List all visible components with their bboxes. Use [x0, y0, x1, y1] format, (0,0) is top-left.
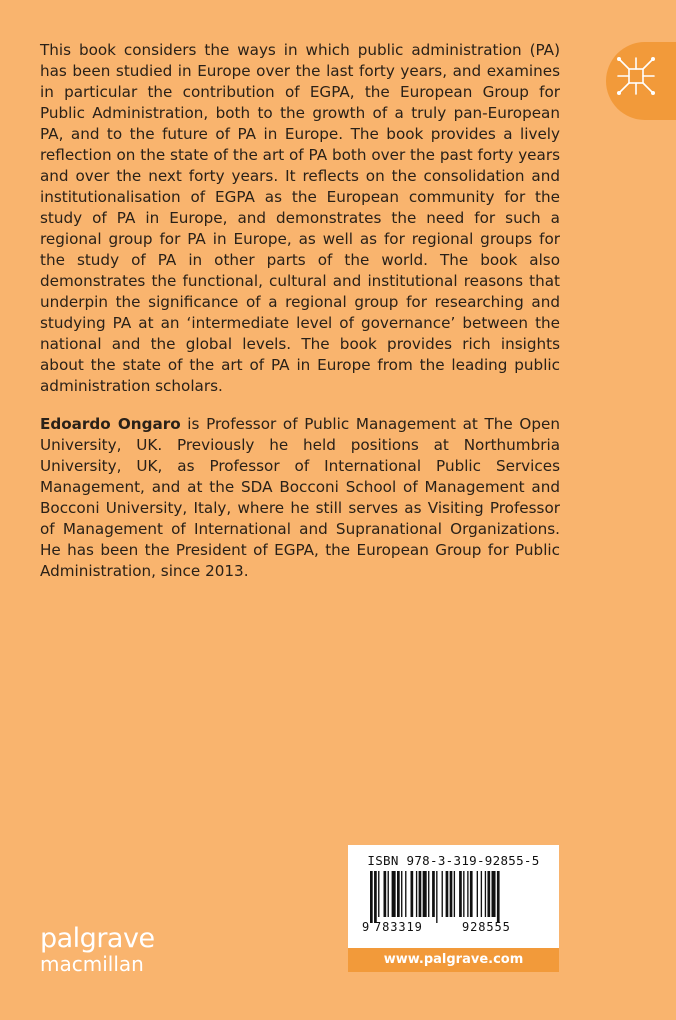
- barcode-bar: [470, 871, 473, 917]
- palgrave-pivot-star-icon: [616, 56, 656, 96]
- barcode-bar: [477, 871, 478, 917]
- barcode-icon: [362, 871, 546, 923]
- series-badge: [606, 42, 676, 120]
- barcode-bar: [411, 871, 414, 917]
- barcode-digits-group-right: 928555: [462, 920, 511, 934]
- barcode-bar: [467, 871, 468, 917]
- barcode-bar: [416, 871, 417, 917]
- barcode-bar: [428, 871, 429, 917]
- barcode-digits-group-left: 783319: [374, 920, 423, 934]
- barcode-bar: [374, 871, 377, 923]
- barcode-bar: [463, 871, 464, 917]
- back-cover-blurb: [40, 40, 560, 582]
- author-bio: [40, 414, 560, 582]
- barcode-bar: [419, 871, 422, 917]
- logo-line-macmillan: macmillan: [40, 952, 144, 976]
- publisher-website[interactable]: www.palgrave.com: [348, 948, 559, 972]
- barcode-digit-first: 9: [362, 920, 370, 934]
- barcode-bar: [497, 871, 500, 923]
- barcode-bar: [454, 871, 455, 917]
- barcode-bar: [370, 871, 373, 923]
- barcode-bar: [442, 871, 443, 917]
- barcode-bar: [423, 871, 427, 917]
- barcode-bar: [432, 871, 435, 917]
- book-description: This book considers the ways in which public administration (PA) has been studied in Europe over the last forty years, and examines in particular the contribution of EGPA, the European Group for Public Administration, both to the growth of a truly pan-European PA, and to the future of PA in Europe. The book provides a lively reflection on the state of the art of PA both over the past forty years and over the next forty years. It reflects on the consolidation and institutionalisation of EGPA as the European community for the study of PA in Europe, and demonstrates the need for such a regional group for PA in Europe, as well as for regional groups for the study of PA in other parts of the world. The book also demonstrates the functional, cultural and institutional reasons that underpin the significance of a regional group for researching and studying PA at an ‘intermediate level of governance’ between the national and the global levels. The book provides rich insights about the state of the art of PA in Europe from the leading public administration scholars.: [40, 41, 560, 395]
- barcode-bar: [401, 871, 402, 917]
- barcode-bar: [392, 871, 396, 917]
- barcode-bar: [436, 871, 437, 923]
- barcode-bar: [378, 871, 379, 917]
- isbn-barcode-box: [348, 845, 559, 972]
- barcode-bar: [487, 871, 490, 917]
- barcode-bar: [388, 871, 389, 917]
- logo-line-palgrave: palgrave: [40, 923, 155, 954]
- barcode-bar: [485, 871, 486, 917]
- barcode-digits: [362, 920, 552, 934]
- barcode-bar: [384, 871, 387, 917]
- author-bio-text: is Professor of Public Management at The Open University, UK. Previously he held positions at Northumbria University, UK, as Professor of International Public Services Management, and at the SDA Bocconi School of Management and Bocconi University, Italy, where he still serves as Visiting Professor of Management of International and Supranational Organizations. He has been the President of EGPA, the European Group for Public Administration, since 2013.: [40, 415, 560, 580]
- barcode-bar: [397, 871, 400, 917]
- isbn-label: ISBN 978-3-319-92855-5: [367, 853, 540, 868]
- barcode-bar: [481, 871, 482, 917]
- barcode-bar: [446, 871, 449, 917]
- author-name: Edoardo Ongaro: [40, 415, 181, 433]
- barcode-bar: [405, 871, 406, 917]
- barcode-bar: [459, 871, 462, 917]
- barcode-bar: [492, 871, 496, 917]
- palgrave-macmillan-logo: [40, 925, 155, 975]
- barcode-bar: [450, 871, 453, 917]
